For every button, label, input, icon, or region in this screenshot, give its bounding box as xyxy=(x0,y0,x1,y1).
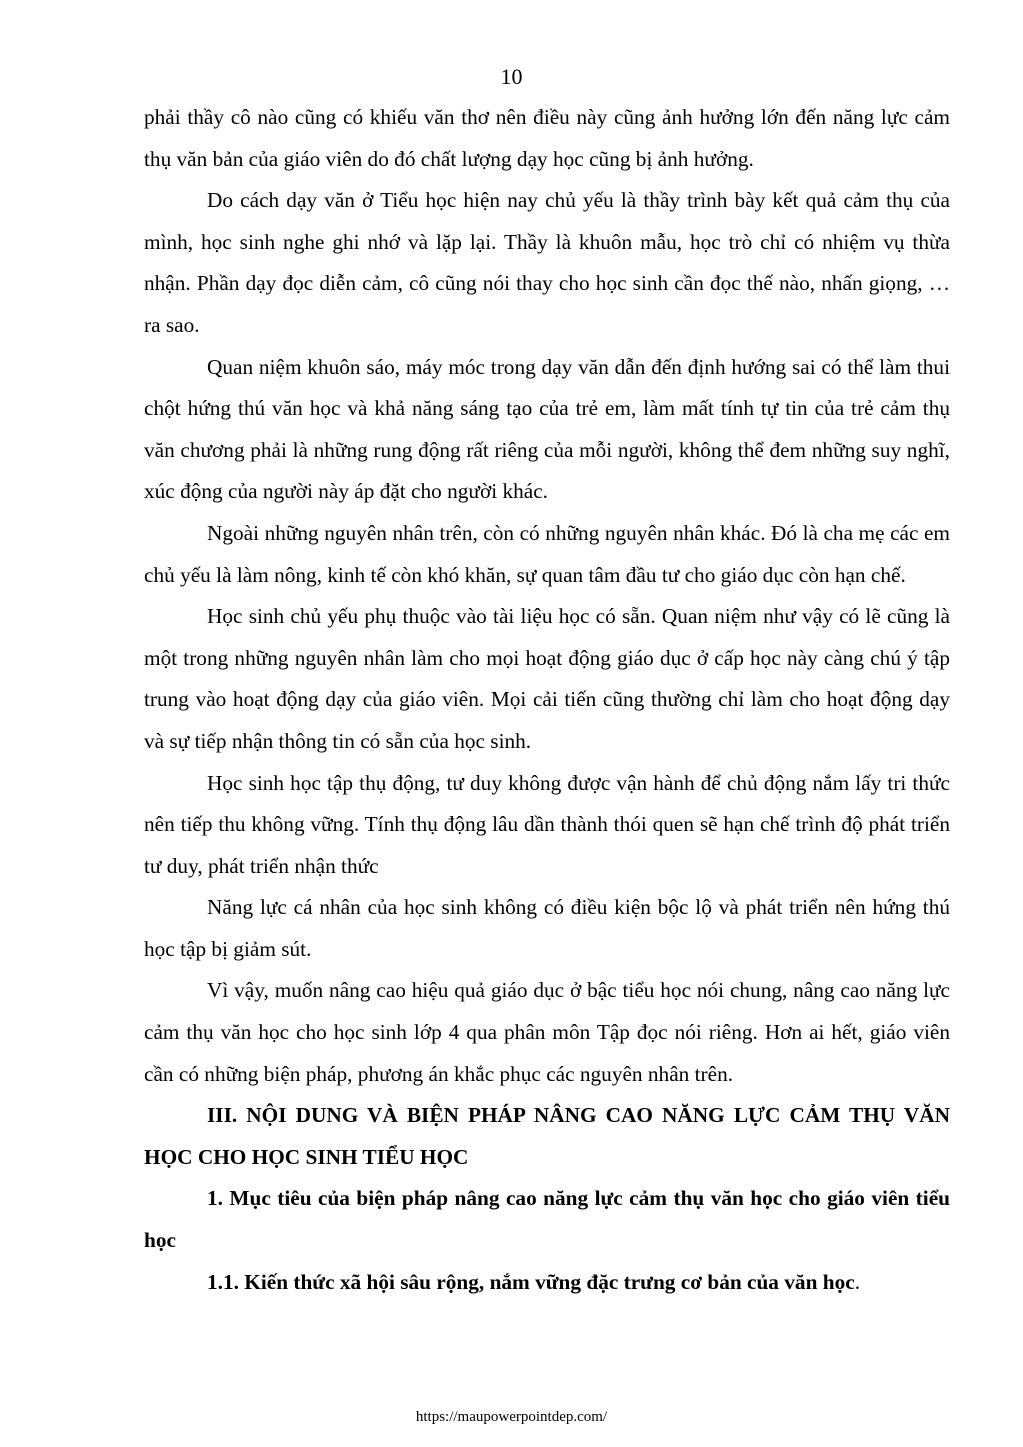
paragraph-continuation: phải thầy cô nào cũng có khiếu văn thơ nên điều này cũng ảnh hưởng lớn đến năng lực cảm thụ văn bản của giáo viên do đó chất lượng dạy học cũng bị ảnh hưởng. xyxy=(144,105,950,171)
paragraph-dependence-on-materials: Học sinh chủ yếu phụ thuộc vào tài liệu học có sẵn. Quan niệm như vậy có lẽ cũng là một trong những nguyên nhân làm cho mọi hoạt động giáo dục ở cấp học này càng chú ý tập trung vào hoạt động dạy của giáo viên. Mọi cải tiến cũng thường chỉ làm cho hoạt động dạy và sự tiếp nhận thông tin có sẵn của học sinh. xyxy=(144,604,950,753)
paragraph-stereotyped-view: Quan niệm khuôn sáo, máy móc trong dạy văn dẫn đến định hướng sai có thể làm thui chột hứng thú văn học và khả năng sáng tạo của trẻ em, làm mất tính tự tin của trẻ cảm thụ văn chương phải là những rung động rất riêng của mỗi người, không thể đem những suy nghĩ, xúc động của người này áp đặt cho người khác. xyxy=(144,354,950,504)
paragraph-individual-ability: Năng lực cá nhân của học sinh không có điều kiện bộc lộ và phát triển nên hứng thú học tập bị giảm sút. xyxy=(144,895,950,961)
subsection-heading-1-1-period: . xyxy=(854,1269,861,1294)
footer-url: https://maupowerpointdep.com/ xyxy=(415,1409,608,1425)
paragraph-teaching-method: Do cách dạy văn ở Tiểu học hiện nay chủ yếu là thầy trình bày kết quả cảm thụ của mình, học sinh nghe ghi nhớ và lặp lại. Thầy là khuôn mẫu, học trò chỉ có nhiệm vụ thừa nhận. Phần dạy đọc diễn cảm, cô cũng nói thay cho học sinh cần đọc thế nào, nhấn giọng, … ra sao. xyxy=(144,188,950,337)
subsection-heading-1-1-text: 1.1. Kiến thức xã hội sâu rộng, nắm vững đặc trưng cơ bản của văn học xyxy=(207,1269,855,1294)
subsection-heading-1: 1. Mục tiêu của biện pháp nâng cao năng lực cảm thụ văn học cho giáo viên tiểu học xyxy=(144,1186,950,1253)
page-number: 10 xyxy=(500,64,523,89)
paragraph-passive-learning: Học sinh học tập thụ động, tư duy không được vận hành để chủ động nắm lấy tri thức nên tiếp thu không vững. Tính thụ động lâu dần thành thói quen sẽ hạn chế trình độ phát triển tư duy, phát triển nhận thức xyxy=(144,770,950,878)
subsection-heading-1-1 xyxy=(144,1262,950,1304)
paragraph-conclusion: Vì vậy, muốn nâng cao hiệu quả giáo dục ở bậc tiểu học nói chung, nâng cao năng lực cảm thụ văn học cho học sinh lớp 4 qua phân môn Tập đọc nói riêng. Hơn ai hết, giáo viên cần có những biện pháp, phương án khắc phục các nguyên nhân trên. xyxy=(144,978,950,1086)
paragraph-other-causes: Ngoài những nguyên nhân trên, còn có những nguyên nhân khác. Đó là cha mẹ các em chủ yếu là làm nông, kinh tế còn khó khăn, sự quan tâm đầu tư cho giáo dục còn hạn chế. xyxy=(144,520,950,587)
section-heading-3: III. NỘI DUNG VÀ BIỆN PHÁP NÂNG CAO NĂNG LỰC CẢM THỤ VĂN HỌC CHO HỌC SINH TIỂU HỌC xyxy=(144,1103,950,1169)
document-body xyxy=(144,97,950,1303)
